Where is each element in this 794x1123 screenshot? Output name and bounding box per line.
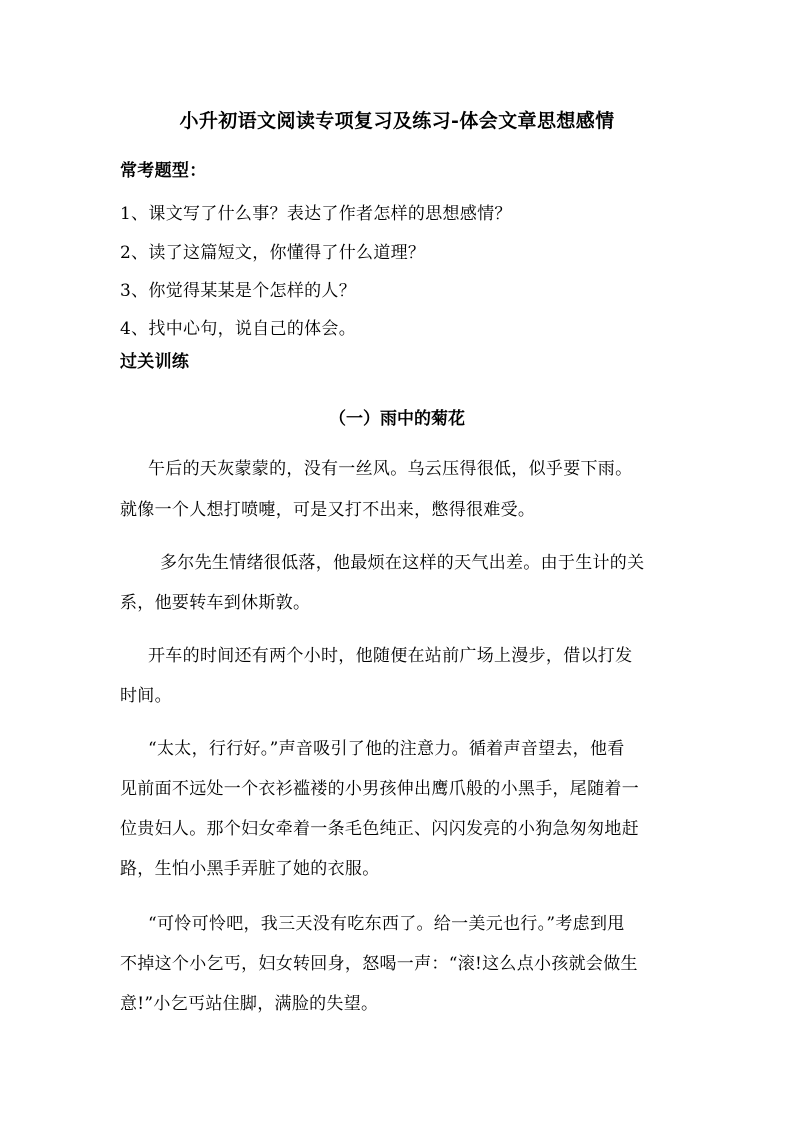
paragraph-line: 就像一个人想打喷嚏，可是又打不出来，憋得很难受。	[120, 500, 536, 520]
question-item: 1、课文写了什么事？表达了作者怎样的思想感情？	[120, 204, 512, 224]
paragraph-line: 系，他要转车到休斯敦。	[120, 593, 311, 613]
document-title: 小升初语文阅读专项复习及练习-体会文章思想感情	[179, 110, 615, 132]
question-item: 3、你觉得某某是个怎样的人？	[120, 281, 357, 301]
paragraph-line: 多尔先生情绪很低落，他最烦在这样的天气出差。由于生计的关	[160, 553, 645, 573]
exam-types-heading: 常考题型：	[120, 161, 207, 181]
section-title: （一）雨中的菊花	[329, 409, 465, 429]
paragraph-line: 时间。	[120, 686, 172, 706]
paragraph-line: 路，生怕小黑手弄脏了她的衣服。	[120, 859, 380, 879]
question-item: 4、找中心句，说自己的体会。	[120, 319, 357, 339]
paragraph-line: 意!”小乞丐站住脚，满脸的失望。	[120, 994, 379, 1014]
paragraph-line: 午后的天灰蒙蒙的，没有一丝风。乌云压得很低，似乎要下雨。	[148, 459, 633, 479]
paragraph-line: 见前面不远处一个衣衫褴褛的小男孩伸出鹰爪般的小黑手，尾随着一	[120, 779, 639, 799]
training-heading: 过关训练	[120, 352, 190, 372]
paragraph-line: “可怜可怜吧，我三天没有吃东西了。给一美元也行。”考虑到甩	[148, 914, 625, 934]
paragraph-line: “太太，行行好。”声音吸引了他的注意力。循着声音望去，他看	[148, 739, 625, 759]
question-item: 2、读了这篇短文，你懂得了什么道理？	[120, 243, 426, 263]
paragraph-line: 开车的时间还有两个小时，他随便在站前广场上漫步，借以打发	[148, 646, 633, 666]
paragraph-line: 不掉这个小乞丐，妇女转回身，怒喝一声：“滚!这么点小孩就会做生	[120, 954, 638, 974]
paragraph-line: 位贵妇人。那个妇女牵着一条毛色纯正、闪闪发亮的小狗急匆匆地赶	[120, 819, 639, 839]
